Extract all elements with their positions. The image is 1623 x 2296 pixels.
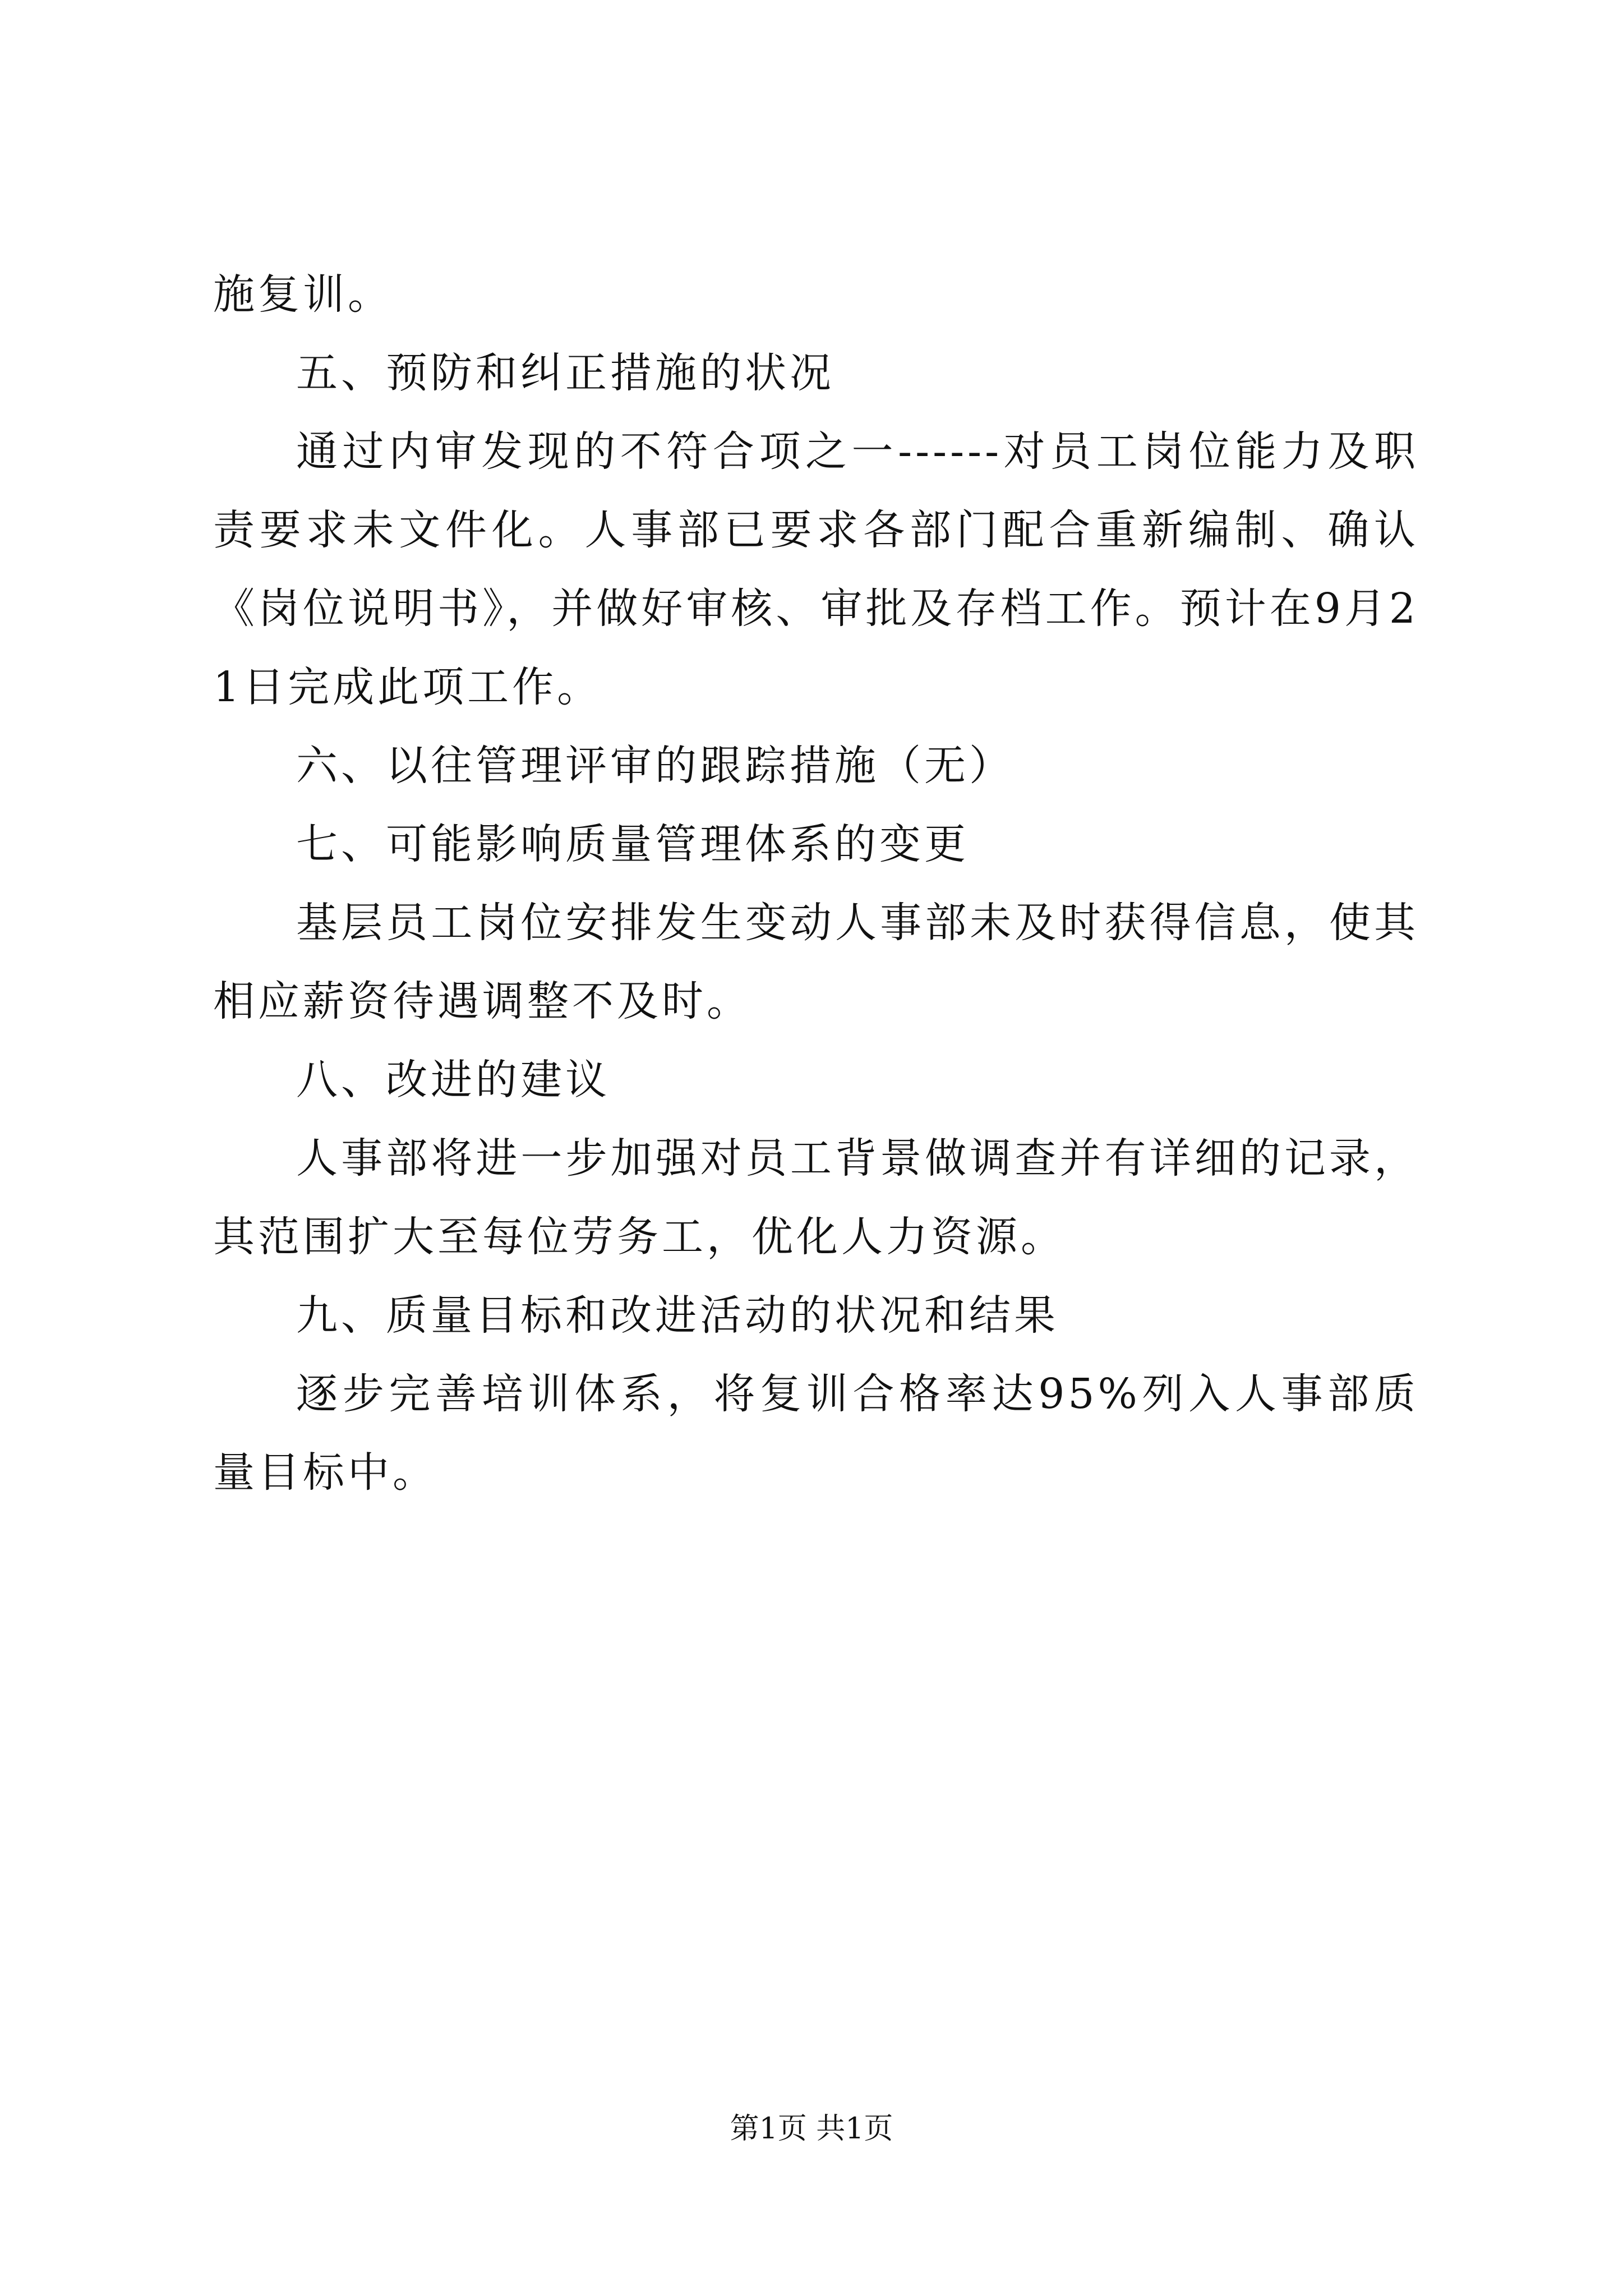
section-heading-8: 八、改进的建议 [296,1056,610,1104]
paragraph: 通过内审发现的不符合项之一------对员工岗位能力及职责要求未文件化。人事部已要求各部门配合重新编制、确认《岗位说明书》，并做好审核、审批及存档工作。预计在9月21日完成此项工作。 [213,427,1419,711]
paragraph: 人事部将进一步加强对员工背景做调查并有详细的记录，其范围扩大至每位劳务工，优化人力资源。 [213,1134,1419,1261]
page-footer: 第1页 共1页 [730,2112,893,2146]
paragraph: 逐步完善培训体系，将复训合格率达95%列入人事部质量目标中。 [213,1370,1419,1497]
paragraph: 基层员工岗位安排发生变动人事部未及时获得信息，使其相应薪资待遇调整不及时。 [213,899,1419,1025]
section-heading-6: 六、以往管理评审的跟踪措施（无） [296,742,1014,790]
section-heading-5: 五、预防和纠正措施的状况 [296,349,834,397]
document-body [213,255,1419,1512]
paragraph-continuation: 施复训。 [213,270,393,319]
section-heading-9: 九、质量目标和改进活动的状况和结果 [296,1291,1059,1340]
section-heading-7: 七、可能影响质量管理体系的变更 [296,820,969,868]
